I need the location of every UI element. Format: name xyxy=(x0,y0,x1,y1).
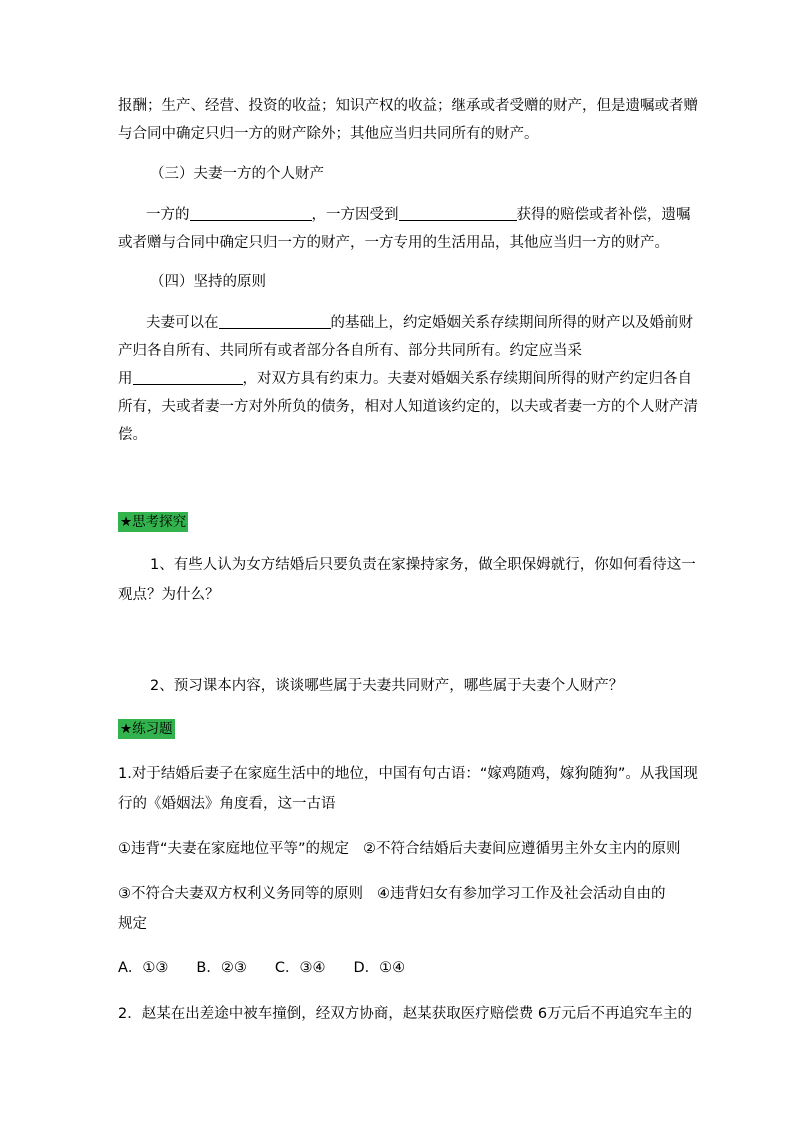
exercise-1-options xyxy=(118,958,678,978)
paragraph-3-line-1 xyxy=(146,313,706,333)
fill-blank[interactable] xyxy=(133,370,243,385)
text-segment: ，对双方具有约束力。夫妻对婚姻关系存续期间所得的财产约定归各自 xyxy=(242,371,692,387)
fill-blank[interactable] xyxy=(399,206,517,221)
paragraph-3-line-3 xyxy=(118,369,692,389)
practice-tag: ★练习题 xyxy=(120,721,173,737)
question-1-line-1: 1、有些人认为女方结婚后只要负责在家操持家务，做全职保姆就行，你如何看待这一 xyxy=(150,557,696,573)
fill-blank[interactable] xyxy=(219,314,331,329)
question-1-line-2: 观点？为什么？ xyxy=(118,587,220,603)
text-segment: 一方的 xyxy=(146,207,190,223)
exercise-2-line-1: 2．赵某在出差途中被车撞倒，经双方协商，赵某获取医疗赔偿费 6万元后不再追究车主的 xyxy=(118,1006,693,1022)
statement-3: ③不符合夫妻双方权利义务同等的原则 xyxy=(118,886,363,902)
option-d[interactable]: D．①④ xyxy=(353,960,406,976)
section-heading-4: （四）坚持的原则 xyxy=(150,274,266,290)
section-heading-3: （三）夫妻一方的个人财产 xyxy=(150,166,324,182)
statement-4: ④违背妇女有参加学习工作及社会活动自由的 xyxy=(377,886,666,902)
text-segment: 用 xyxy=(118,371,133,387)
fill-blank[interactable] xyxy=(190,206,312,221)
paragraph-2-line-1 xyxy=(146,205,706,225)
paragraph-3-line-4: 所有，夫或者妻一方对外所负的债务，相对人知道该约定的，以夫或者妻一方的个人财产清 xyxy=(118,399,698,415)
text-segment: 获得的赔偿或者补偿，遗嘱 xyxy=(516,207,691,223)
question-2: 2、预习课本内容，谈谈哪些属于夫妻共同财产，哪些属于夫妻个人财产？ xyxy=(150,678,624,694)
text-segment: ，一方因受到 xyxy=(311,207,399,223)
paragraph-1-line-2: 与合同中确定只归一方的财产除外；其他应当归共同所有的财产。 xyxy=(118,126,539,142)
text-segment: 的基础上，约定婚姻关系存续期间所得的财产以及婚前财 xyxy=(330,315,693,331)
paragraph-1-line-1: 报酬；生产、经营、投资的收益；知识产权的收益；继承或者受赠的财产，但是遗嘱或者赠 xyxy=(118,98,698,114)
option-b[interactable]: B．②③ xyxy=(196,960,247,976)
exercise-1-statements-row-1 xyxy=(118,839,681,859)
paragraph-2-line-2: 或者赠与合同中确定只归一方的财产，一方专用的生活用品，其他应当归一方的财产。 xyxy=(118,235,669,251)
statement-4-continuation: 规定 xyxy=(118,916,147,932)
statement-2: ②不符合结婚后夫妻间应遵循男主外女主内的原则 xyxy=(363,841,681,857)
think-explore-tag: ★思考探究 xyxy=(120,514,187,530)
statement-1: ①违背“夫妻在家庭地位平等”的规定 xyxy=(118,841,350,857)
paragraph-3-line-5: 偿。 xyxy=(118,427,147,443)
text-segment: 夫妻可以在 xyxy=(146,315,219,331)
option-a[interactable]: A．①③ xyxy=(118,960,169,976)
exercise-1-statements-row-2 xyxy=(118,884,678,904)
option-c[interactable]: C．③④ xyxy=(274,960,326,976)
paragraph-3-line-2: 产归各自所有、共同所有或者部分各自所有、部分共同所有。约定应当采 xyxy=(118,343,582,359)
exercise-1-line-1: 1.对于结婚后妻子在家庭生活中的地位，中国有句古语：“嫁鸡随鸡，嫁狗随狗”。从我国现 xyxy=(118,766,698,782)
exercise-1-line-2: 行的《婚姻法》角度看，这一古语 xyxy=(118,796,336,812)
